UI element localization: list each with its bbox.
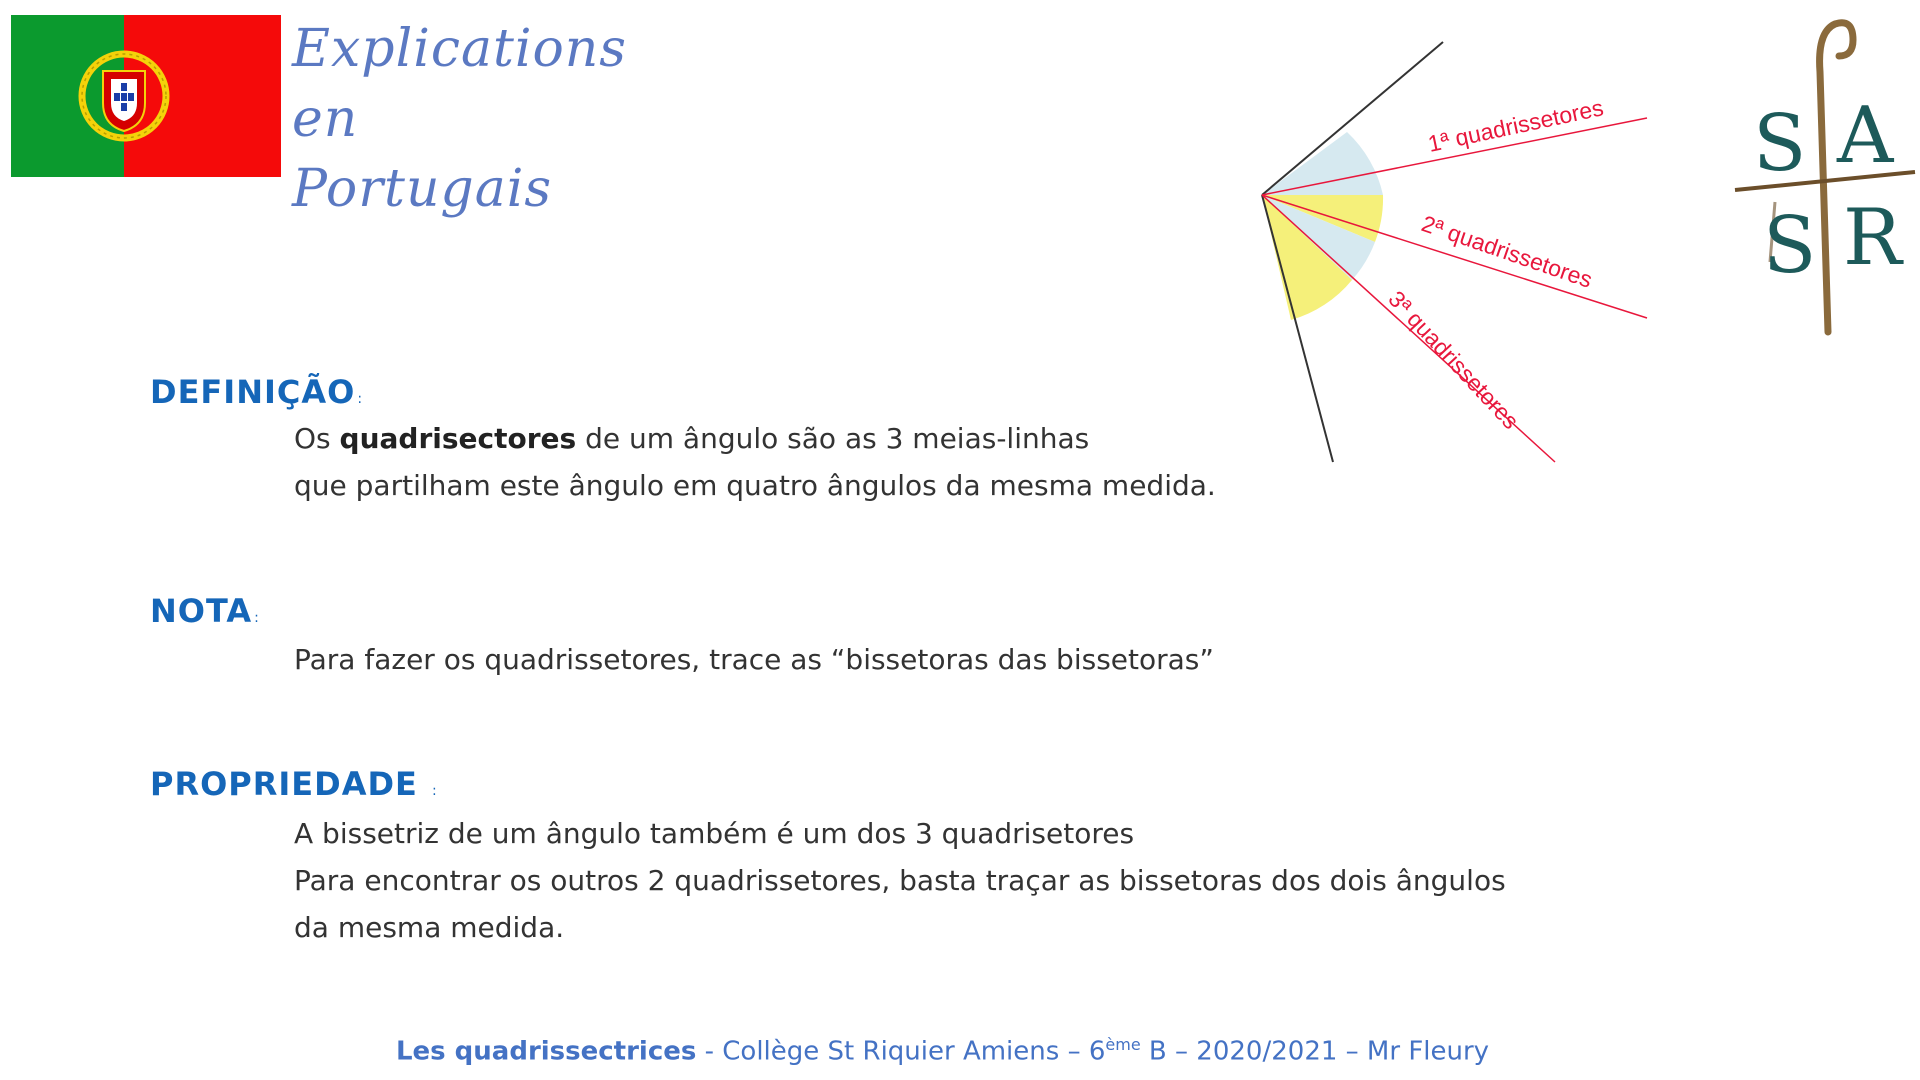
- nota-heading-text: NOTA: [150, 592, 253, 630]
- blue-sector-upper: [1262, 132, 1383, 195]
- propriedade-line-1: A bissetriz de um ângulo também é um dos 3 quadrisetores: [294, 817, 1135, 850]
- title-line-2: Portugais: [292, 159, 553, 219]
- logo-letter-s1: S: [1753, 99, 1807, 189]
- definicao-colon: :: [357, 391, 364, 407]
- title-line-1: Explications en: [292, 19, 627, 149]
- nota-line-1: Para fazer os quadrissetores, trace as “bissetoras das bissetoras”: [294, 643, 1214, 676]
- nota-heading: [150, 592, 260, 630]
- quadrisector-label-2: 2ª quadrissetores: [1418, 210, 1596, 293]
- definicao-line-1-bold: quadrisectores: [339, 422, 577, 455]
- logo-letter-a: A: [1837, 91, 1894, 181]
- definicao-line-1: [294, 415, 1216, 462]
- footer-title: Les quadrissectrices: [395, 1036, 697, 1067]
- footer-part-2: B – 2020/2021 – Mr Fleury: [1140, 1036, 1490, 1067]
- footer: [0, 1035, 1885, 1067]
- definicao-body: [294, 415, 1216, 509]
- quadrisector-label-3: 3ª quadrissetores: [1383, 285, 1525, 435]
- nota-body: [294, 636, 1214, 683]
- footer-part-1: - Collège St Riquier Amiens – 6: [696, 1036, 1106, 1067]
- definicao-line-1-prefix: Os: [294, 422, 340, 455]
- footer-superscript: ème: [1105, 1035, 1141, 1054]
- quadrisector-label-1: 1ª quadrissetores: [1425, 94, 1606, 157]
- definicao-heading: [150, 373, 363, 411]
- propriedade-heading: [150, 765, 438, 803]
- nota-colon: :: [254, 610, 260, 626]
- definicao-heading-text: DEFINIÇÃO: [150, 373, 356, 411]
- definicao-line-2: que partilham este ângulo em quatro ângulos da mesma medida.: [294, 469, 1216, 502]
- definicao-line-1-suffix: de um ângulo são as 3 meias-linhas: [576, 422, 1090, 455]
- propriedade-body: [294, 810, 1506, 951]
- portugal-flag-image: [11, 15, 281, 177]
- propriedade-line-3: da mesma medida.: [294, 911, 565, 944]
- logo-letter-r: R: [1843, 193, 1902, 283]
- propriedade-heading-text: PROPRIEDADE: [150, 765, 418, 803]
- school-logo: [1725, 12, 1920, 342]
- propriedade-colon: :: [432, 783, 438, 799]
- propriedade-line-2: Para encontrar os outros 2 quadrissetores, basta traçar as bissetoras dos dois ângulos: [294, 864, 1506, 897]
- page-title: [292, 14, 672, 224]
- logo-letter-s2: S: [1763, 201, 1817, 291]
- quadrisector-diagram: [1225, 30, 1655, 470]
